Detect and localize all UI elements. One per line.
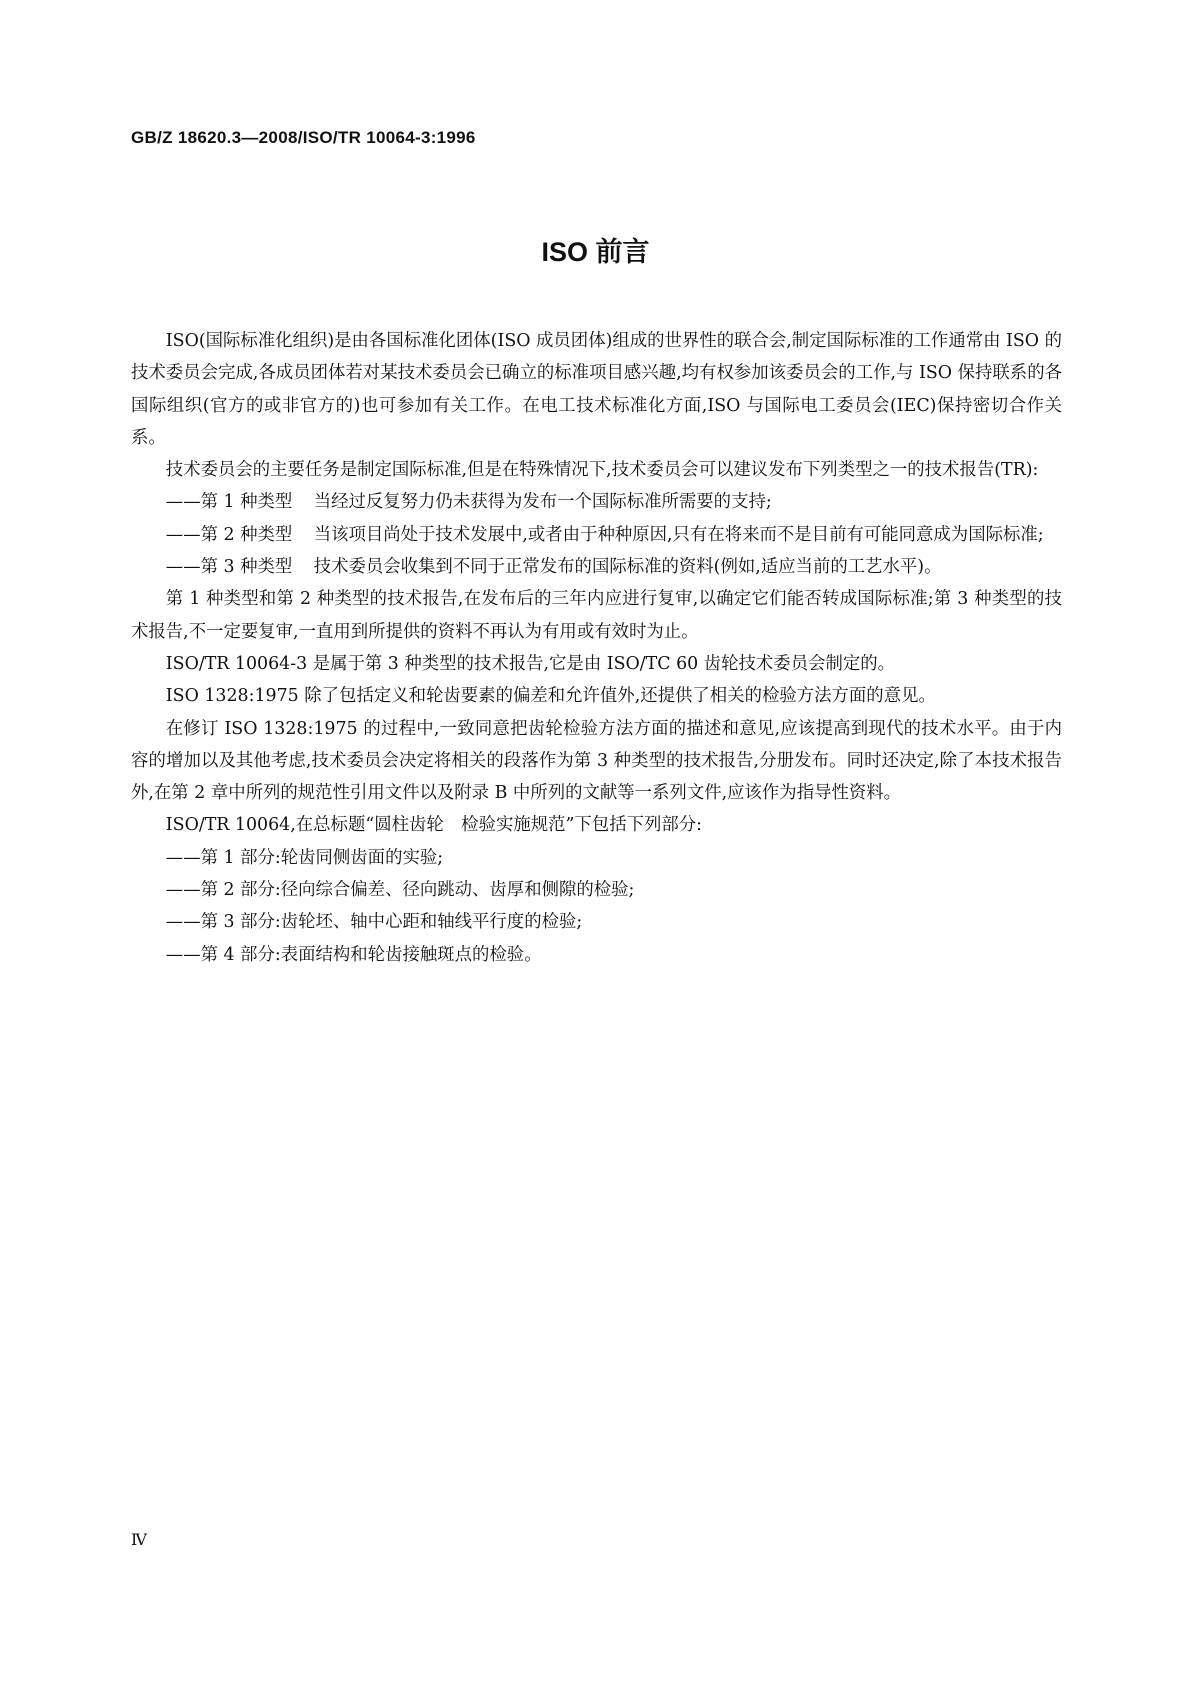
paragraph-iso-overview: ISO(国际标准化组织)是由各国标准化团体(ISO 成员团体)组成的世界性的联合会,制定国际标准的工作通常由 ISO 的技术委员会完成,各成员团体若对某技术委员会已确立的标准项目感兴趣,均有权参加该委员会的工作,与 ISO 保持联系的各国际组织(官方的或非官方的)也可参加有关工作。在电工技术标准化方面,ISO 与国际电工委员会(IEC)保持密切合作关系。 — [131, 331, 1062, 448]
report-type-label: ——第 1 种类型 — [165, 492, 293, 513]
paragraph-iso-1328: ISO 1328:1975 除了包括定义和轮齿要素的偏差和允许值外,还提供了相关的检验方法方面的意见。 — [165, 686, 936, 707]
report-type-text: 技术委员会收集到不同于正常发布的国际标准的资料(例如,适应当前的工艺水平)。 — [313, 557, 942, 578]
paragraph-revision: 在修订 ISO 1328:1975 的过程中,一致同意把齿轮检验方法方面的描述和意见,应该提高到现代的技术水平。由于内容的增加以及其他考虑,技术委员会决定将相关的段落作为第 3 种类型的技术报告,分册发布。同时还决定,除了本技术报告外,在第 2 章中所列的规范性引用文件以及附录 B 中所列的文献等一系列文件,应该作为指导性资料。 — [131, 718, 1062, 804]
report-type-item — [131, 486, 1062, 518]
paragraph-technical-report-intro: 技术委员会的主要任务是制定国际标准,但是在特殊情况下,技术委员会可以建议发布下列类型之一的技术报告(TR): — [165, 460, 1039, 481]
part-list-item: ——第 3 部分:齿轮坯、轴中心距和轴线平行度的检验; — [165, 912, 583, 933]
report-type-label: ——第 2 种类型 — [165, 524, 293, 545]
part-list-item: ——第 1 部分:轮齿同侧齿面的实验; — [165, 847, 444, 868]
report-type-item — [131, 519, 1062, 551]
paragraph-series-parts: ISO/TR 10064,在总标题“圆柱齿轮 检验实施规范”下包括下列部分: — [165, 815, 703, 836]
report-type-label: ——第 3 种类型 — [165, 557, 293, 578]
report-type-text: 当经过反复努力仍未获得为发布一个国际标准所需要的支持; — [313, 492, 772, 513]
document-body — [131, 325, 1062, 971]
report-type-text: 当该项目尚处于技术发展中,或者由于种种原因,只有在将来而不是目前有可能同意成为国际标准; — [313, 524, 1044, 545]
standard-number-header: GB/Z 18620.3—2008/ISO/TR 10064-3:1996 — [131, 128, 476, 147]
page-title: ISO 前言 — [541, 237, 650, 267]
part-list-item: ——第 2 部分:径向综合偏差、径向跳动、齿厚和侧隙的检验; — [165, 880, 635, 901]
report-type-item — [131, 551, 1062, 583]
part-list-item: ——第 4 部分:表面结构和轮齿接触斑点的检验。 — [165, 944, 542, 965]
page-number: Ⅳ — [131, 1530, 147, 1549]
paragraph-review-policy: 第 1 种类型和第 2 种类型的技术报告,在发布后的三年内应进行复审,以确定它们能否转成国际标准;第 3 种类型的技术报告,不一定要复审,一直用到所提供的资料不再认为有用或有效时为止。 — [131, 589, 1062, 642]
paragraph-report-origin: ISO/TR 10064-3 是属于第 3 种类型的技术报告,它是由 ISO/TC 60 齿轮技术委员会制定的。 — [165, 653, 896, 674]
